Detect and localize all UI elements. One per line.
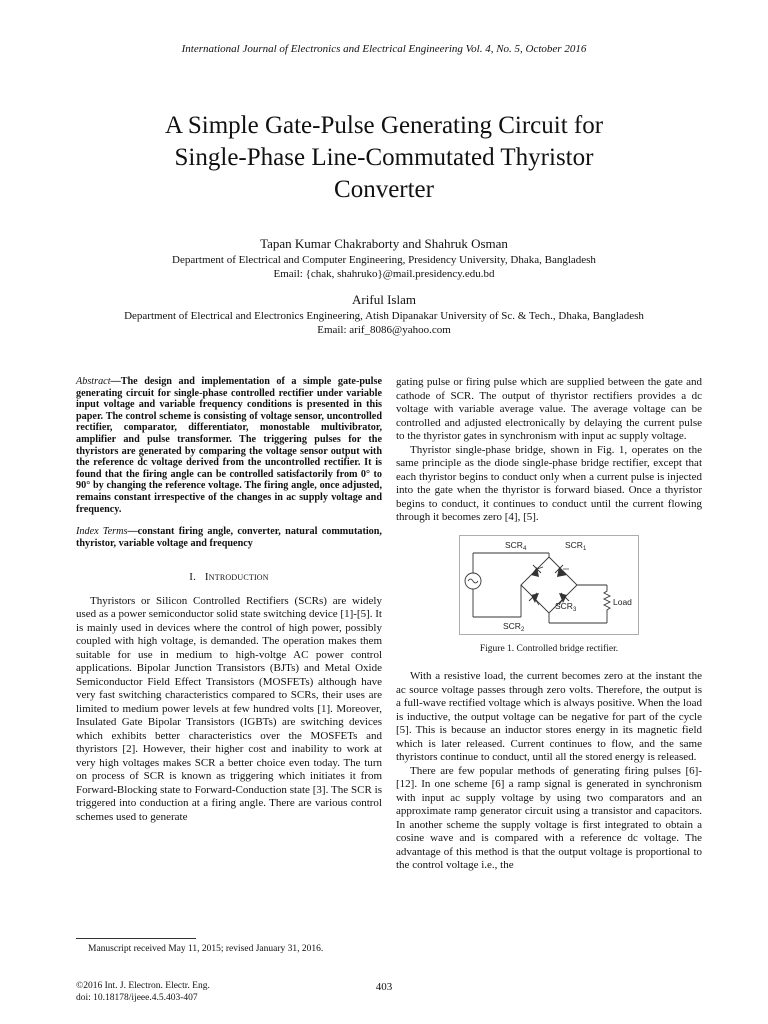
author-block-2	[30, 292, 738, 337]
index-terms-text: —constant firing angle, converter, natural commutation, thyristor, variable voltage and frequency	[76, 526, 382, 549]
author-email: Email: arif_8086@yahoo.com	[317, 324, 451, 336]
index-terms	[76, 526, 382, 549]
bridge-rectifier-diagram	[459, 535, 639, 635]
figure-1	[396, 535, 702, 657]
paragraph: gating pulse or firing pulse which are supplied between the gate and cathode of SCR. The output of thyristor rectifiers provides a dc voltage with variable average value. The average voltage can be controlled and adjusted electronically by delaying the current pulse to the thyristor gates in synchronism with input ac supply voltage.	[396, 376, 702, 442]
abstract-label: Abstract	[76, 376, 111, 387]
scr4-label: $SCR_4$	[505, 539, 527, 552]
abstract-text: —The design and implementation of a simple gate-pulse generating circuit for single-phase controlled rectifier under variable input voltage and variable frequency conditions is presented in this paper. The control scheme is consisting of voltage sensor, uncontrolled rectifier, comparator, differentiator, monostable multivibrator, amplifier and pulse transformer. The triggering pulses for the thyristors are generated by comparing the voltage sensor output with the reference dc voltage derived from the uncontrolled rectifier. It is found that the firing angle can be controlled satisfactorily from 0° to 90° by changing the reference voltage. The firing angle, once adjusted, remains constant irrespective of the changes in ac supply voltage and frequency.	[76, 376, 382, 515]
abstract	[76, 376, 382, 515]
right-column	[396, 376, 702, 873]
intro-paragraph: Thyristors or Silicon Controlled Rectifiers (SCRs) are widely used as a power semiconductor solid state switching device [1]-[5]. It is mainly used in devices where the control of high power, possibly coupled with high voltage, is demanded. The operation makes them suitable for use in medium to high-voltge AC power control applications. Bipolar Junction Transistors (BJTs) and Metal Oxide Semiconductor Field Effect Transistors (MOSFETs) although have very fast switching characteristics compared to SCRs, their uses are limited to medium power levels at few hundred volts [1]. Moreover, Insulated Gate Bipolar Transistors (IGBTs) are switching devices which exhibits better characteristics over the MOSFETs and thyristors [2]. However, their higher cost and inability to work at very high voltages makes SCR a better choice even today. The turn on process of SCR is known as triggering which initiates it from Forward-Blocking state to Forward-Conduction state [3]. The SCR is triggered into conduction at a firing angle. There are various control schemes used to generate	[76, 594, 382, 823]
scr2-label: $SCR_2$	[503, 620, 525, 633]
title-line-3: Converter	[334, 176, 434, 203]
section-number: I.	[189, 571, 197, 584]
paragraph: With a resistive load, the current becomes zero at the instant the ac source voltage passes through zero volts. Therefore, the output is a full-wave rectified voltage which is always positive. When the load is inductive, the output voltage can be negative for part of the cycle [5]. This is because an inductor stores energy in its magnetic field which is later released. Current continues to flow, and the same thyristors continue to conduct, until all the stored energy is released.	[396, 670, 702, 763]
scr4-icon	[531, 565, 543, 577]
paper-title	[60, 110, 708, 206]
author-block-1	[30, 236, 738, 281]
journal-header: International Journal of Electronics and Electrical Engineering Vol. 4, No. 5, October 2016	[181, 43, 587, 55]
section-heading	[76, 571, 382, 585]
paragraph: Thyristor single-phase bridge, shown in Fig. 1, operates on the same principle as the diode single-phase bridge rectifier, except that each thyristor begins to conduct only when a current pulse is injected into the gate when the thyristor is forward biased. Once a thyristor begins to conduct, it continues to conduct until the current flowing through it becomes zero [4], [5].	[396, 443, 702, 523]
section-title: Introduction	[204, 571, 269, 584]
figure-caption: Figure 1. Controlled bridge rectifier.	[479, 643, 619, 654]
index-terms-label: Index Terms	[76, 526, 128, 538]
author-names: Ariful Islam	[352, 292, 416, 307]
scr1-label: $SCR_1$	[565, 539, 587, 552]
copyright: ©2016 Int. J. Electron. Electr. Eng.	[76, 981, 210, 991]
page-number: 403	[375, 981, 393, 993]
title-line-2: Single-Phase Line-Commutated Thyristor	[174, 144, 594, 171]
footnote-rule	[76, 938, 196, 939]
footnote: Manuscript received May 11, 2015; revised January 31, 2016.	[88, 944, 324, 954]
paragraph: There are few popular methods of generating firing pulses [6]-[12]. In one scheme [6] a ramp signal is generated in synchronism with input ac supply voltage by using two comparators and an approximate ramp generator circuit using a transistor and capacitors. In another scheme the supply voltage is first integrated to obtain a cosine wave and is compared with a reference dc voltage. The advantage of this method is that the output voltage is proportional to the control voltage i.e., the	[396, 764, 702, 871]
author-affiliation: Department of Electrical and Electronics Engineering, Atish Dipanakar University of Sc. & Tech., Dhaka, Bangladesh	[124, 310, 644, 322]
author-affiliation: Department of Electrical and Computer Engineering, Presidency University, Dhaka, Bangladesh	[172, 254, 596, 266]
left-column	[76, 376, 382, 824]
load-label: Load	[613, 596, 632, 607]
title-line-1: A Simple Gate-Pulse Generating Circuit for	[164, 112, 604, 139]
author-names: Tapan Kumar Chakraborty and Shahruk Osman	[260, 236, 508, 251]
author-email: Email: {chak, shahruko}@mail.presidency.edu.bd	[273, 268, 495, 280]
scr3-label: $SCR_3$	[555, 600, 577, 613]
load-resistor-icon	[604, 585, 610, 623]
doi: doi: 10.18178/ijeee.4.5.403-407	[76, 993, 198, 1003]
